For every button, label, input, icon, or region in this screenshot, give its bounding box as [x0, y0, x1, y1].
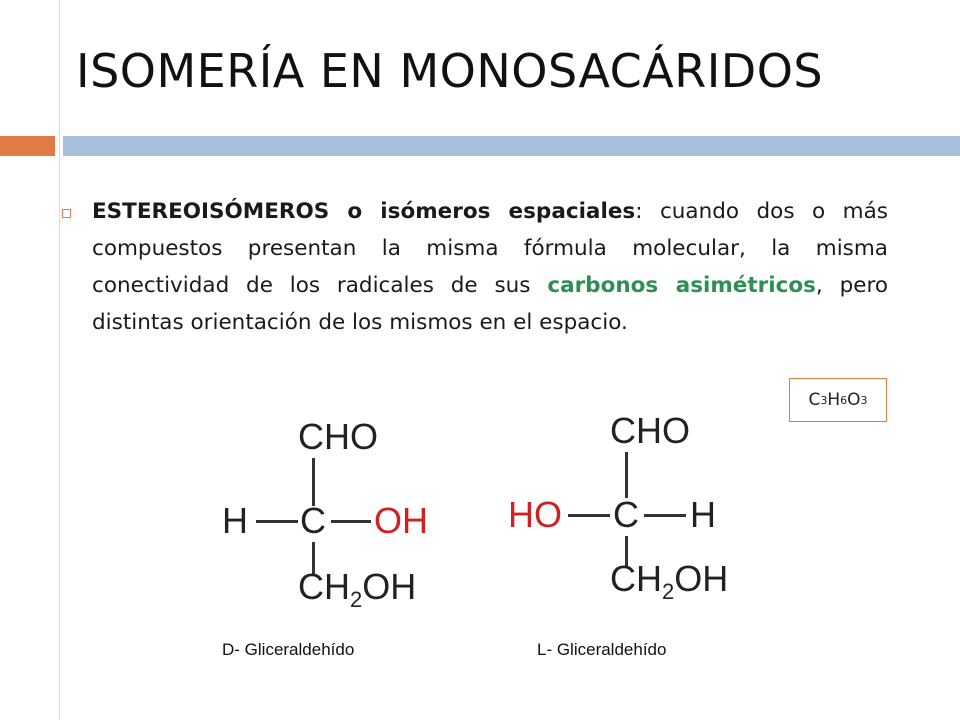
l-top-group: CHO [610, 410, 690, 451]
d-left-group: H [222, 500, 248, 541]
l-center-carbon: C [613, 494, 639, 535]
d-right-group: OH [374, 500, 428, 541]
l-bottom-oh: OH [674, 558, 729, 599]
l-glyceraldehyde-caption: L- Gliceraldehído [537, 640, 667, 659]
l-bottom-group [610, 558, 728, 605]
formula-h: H [827, 390, 841, 410]
d-top-group: CHO [298, 416, 378, 457]
d-center-carbon: C [300, 500, 326, 541]
formula-o: O [847, 390, 861, 410]
bullet-text-2: , pero distintas orientación de los mismos en el espacio. [92, 273, 888, 335]
bullet-term: ESTEREOISÓMEROS o isómeros espaciales [92, 199, 636, 224]
d-bottom-ch: CH [298, 566, 350, 607]
d-bottom-sub: 2 [350, 587, 363, 613]
d-glyceraldehyde-caption: D- Gliceraldehído [222, 640, 355, 659]
formula-o-sub: 3 [860, 393, 868, 407]
l-right-bond [644, 514, 686, 517]
l-top-bond [625, 452, 628, 498]
d-bottom-oh: OH [362, 566, 417, 607]
bullet-highlight: carbonos asimétricos [547, 273, 816, 298]
l-left-group: HO [508, 494, 562, 535]
slide-title: ISOMERÍA EN MONOSACÁRIDOS [76, 44, 824, 98]
l-bottom-ch: CH [610, 558, 662, 599]
l-bottom-sub: 2 [662, 579, 675, 605]
formula-c: C [808, 390, 821, 410]
formula-h-sub: 6 [840, 393, 848, 407]
l-right-group: H [690, 494, 716, 535]
bullet-text-1: : cuando dos o más compuestos presentan la misma fórmula molecular, la misma conectividad de los radicales de sus [92, 199, 889, 298]
l-left-bond [568, 514, 610, 517]
formula-c-sub: 3 [820, 393, 828, 407]
